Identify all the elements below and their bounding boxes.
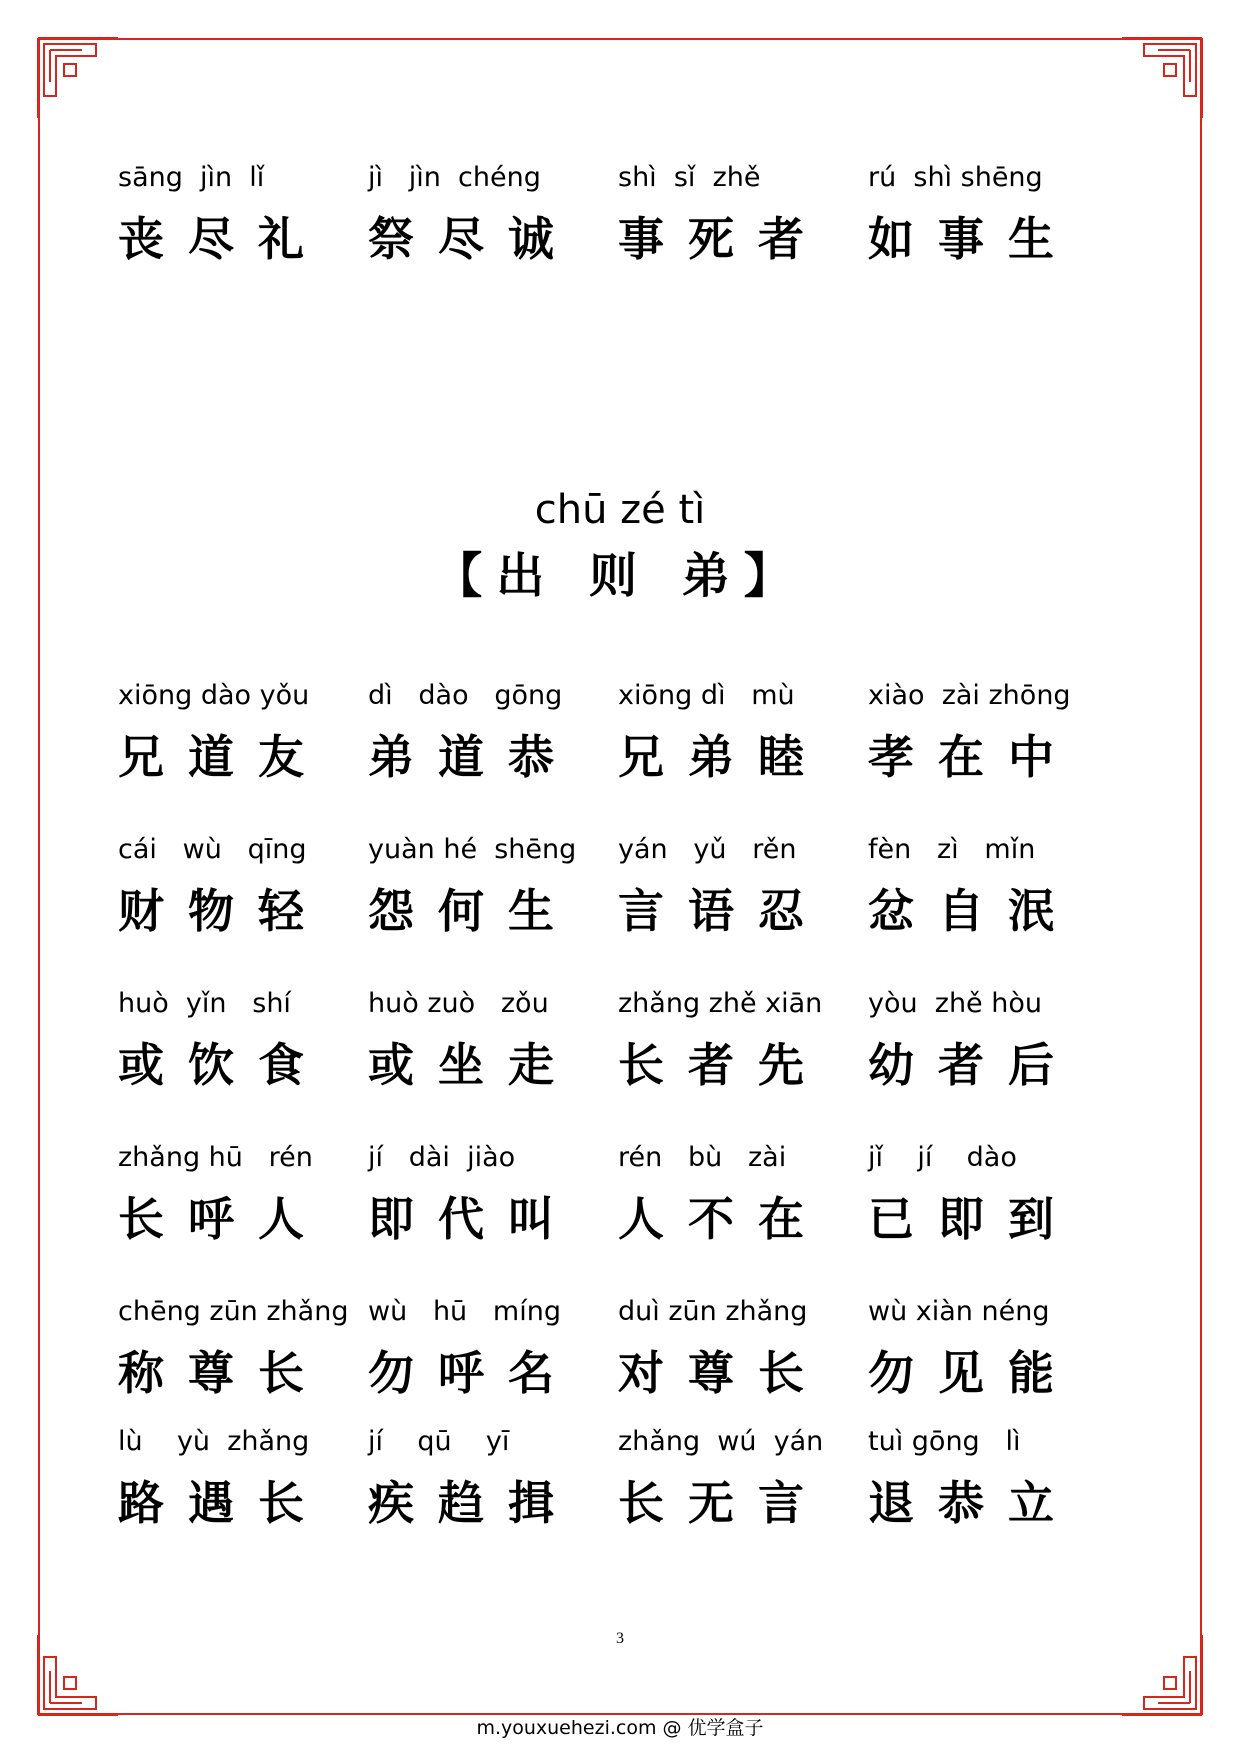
hanzi-character: 人 — [618, 1192, 664, 1246]
verse-characters — [368, 1474, 578, 1532]
hanzi-character: 先 — [758, 1038, 804, 1092]
hanzi-character: 语 — [688, 884, 734, 938]
verse-characters — [118, 1344, 328, 1402]
hanzi-character: 退 — [868, 1476, 914, 1530]
section-title-pinyin: chū zé tì — [534, 487, 706, 533]
hanzi-character: 何 — [438, 884, 484, 938]
verse-pinyin: chēng zūn zhǎng — [118, 1296, 349, 1327]
hanzi-character: 长 — [118, 1192, 164, 1246]
verse-pinyin: tuì gōng lì — [868, 1426, 1021, 1457]
verse-characters — [368, 1190, 578, 1248]
verse-pinyin: zhǎng wú yán — [618, 1426, 824, 1457]
verse-characters — [868, 1344, 1078, 1402]
verse-characters — [118, 1190, 328, 1248]
hanzi-character: 呼 — [188, 1192, 234, 1246]
verse-characters — [368, 1344, 578, 1402]
verse-pinyin: jí qū yī — [368, 1426, 510, 1457]
verse-pinyin: zhǎng hū rén — [118, 1142, 313, 1173]
hanzi-character: 趋 — [438, 1476, 484, 1530]
hanzi-character: 见 — [938, 1346, 984, 1400]
hanzi-character: 长 — [258, 1476, 304, 1530]
hanzi-character: 尽 — [438, 212, 484, 266]
hanzi-character: 即 — [368, 1192, 414, 1246]
verse-pinyin: sāng jìn lǐ — [118, 162, 265, 193]
hanzi-character: 轻 — [258, 884, 304, 938]
verse-pinyin: wù hū míng — [368, 1296, 561, 1327]
hanzi-character: 在 — [938, 730, 984, 784]
hanzi-character: 睦 — [758, 730, 804, 784]
hanzi-character: 死 — [688, 212, 734, 266]
verse-pinyin: huò zuò zǒu — [368, 988, 549, 1019]
hanzi-character: 长 — [258, 1346, 304, 1400]
section-title: 【出 则 弟】 — [434, 548, 806, 604]
verse-characters — [118, 1036, 328, 1094]
corner-ornament-top-left — [36, 36, 120, 120]
verse-pinyin: wù xiàn néng — [868, 1296, 1050, 1327]
hanzi-character: 事 — [618, 212, 664, 266]
verse-characters — [868, 1036, 1078, 1094]
verse-pinyin: rú shì shēng — [868, 162, 1043, 193]
verse-pinyin: zhǎng zhě xiān — [618, 988, 823, 1019]
corner-ornament-top-right — [1120, 36, 1204, 120]
verse-characters — [618, 1474, 828, 1532]
verse-pinyin: fèn zì mǐn — [868, 834, 1036, 865]
hanzi-character: 对 — [618, 1346, 664, 1400]
hanzi-character: 中 — [1008, 730, 1054, 784]
hanzi-character: 食 — [258, 1038, 304, 1092]
verse-characters — [868, 1190, 1078, 1248]
hanzi-character: 长 — [618, 1476, 664, 1530]
verse-characters — [368, 1036, 578, 1094]
verse-characters — [618, 1344, 828, 1402]
hanzi-character: 言 — [618, 884, 664, 938]
hanzi-character: 名 — [508, 1346, 554, 1400]
hanzi-character: 事 — [938, 212, 984, 266]
verse-pinyin: jì jìn chéng — [368, 162, 541, 193]
verse-pinyin: huò yǐn shí — [118, 988, 291, 1019]
verse-characters — [368, 210, 578, 268]
hanzi-character: 遇 — [188, 1476, 234, 1530]
hanzi-character: 友 — [258, 730, 304, 784]
hanzi-character: 礼 — [258, 212, 304, 266]
hanzi-character: 饮 — [188, 1038, 234, 1092]
verse-characters — [368, 882, 578, 940]
verse-characters — [618, 210, 828, 268]
hanzi-character: 兄 — [618, 730, 664, 784]
verse-pinyin: jǐ jí dào — [868, 1142, 1017, 1173]
verse-characters — [868, 1474, 1078, 1532]
hanzi-character: 后 — [1008, 1038, 1054, 1092]
verse-pinyin: shì sǐ zhě — [618, 162, 761, 193]
hanzi-character: 能 — [1008, 1346, 1054, 1400]
verse-pinyin: rén bù zài — [618, 1142, 787, 1173]
hanzi-character: 代 — [438, 1192, 484, 1246]
hanzi-character: 孝 — [868, 730, 914, 784]
verse-pinyin: yòu zhě hòu — [868, 988, 1042, 1019]
verse-characters — [118, 728, 328, 786]
hanzi-character: 不 — [688, 1192, 734, 1246]
hanzi-character: 自 — [938, 884, 984, 938]
verse-pinyin: xiào zài zhōng — [868, 680, 1071, 711]
hanzi-character: 或 — [118, 1038, 164, 1092]
hanzi-character: 财 — [118, 884, 164, 938]
hanzi-character: 物 — [188, 884, 234, 938]
hanzi-character: 已 — [868, 1192, 914, 1246]
hanzi-character: 生 — [1008, 212, 1054, 266]
hanzi-character: 道 — [438, 730, 484, 784]
page-border — [38, 38, 1202, 1715]
hanzi-character: 称 — [118, 1346, 164, 1400]
verse-characters — [618, 882, 828, 940]
hanzi-character: 疾 — [368, 1476, 414, 1530]
hanzi-character: 长 — [758, 1346, 804, 1400]
hanzi-character: 揖 — [508, 1476, 554, 1530]
hanzi-character: 走 — [508, 1038, 554, 1092]
verse-characters — [368, 728, 578, 786]
verse-characters — [618, 728, 828, 786]
hanzi-character: 长 — [618, 1038, 664, 1092]
hanzi-character: 道 — [188, 730, 234, 784]
verse-characters — [868, 882, 1078, 940]
hanzi-character: 人 — [258, 1192, 304, 1246]
hanzi-character: 忿 — [868, 884, 914, 938]
verse-characters — [618, 1190, 828, 1248]
verse-characters — [118, 882, 328, 940]
verse-characters — [868, 210, 1078, 268]
hanzi-character: 立 — [1008, 1476, 1054, 1530]
verse-pinyin: yán yǔ rěn — [618, 834, 797, 865]
hanzi-character: 者 — [938, 1038, 984, 1092]
hanzi-character: 言 — [758, 1476, 804, 1530]
hanzi-character: 尊 — [688, 1346, 734, 1400]
hanzi-character: 无 — [688, 1476, 734, 1530]
hanzi-character: 恭 — [508, 730, 554, 784]
hanzi-character: 尽 — [188, 212, 234, 266]
hanzi-character: 祭 — [368, 212, 414, 266]
verse-pinyin: yuàn hé shēng — [368, 834, 577, 865]
verse-pinyin: xiōng dì mù — [618, 680, 795, 711]
verse-pinyin: jí dài jiào — [368, 1142, 516, 1173]
hanzi-character: 泯 — [1008, 884, 1054, 938]
hanzi-character: 兄 — [118, 730, 164, 784]
hanzi-character: 丧 — [118, 212, 164, 266]
verse-pinyin: duì zūn zhǎng — [618, 1296, 808, 1327]
verse-characters — [118, 210, 328, 268]
verse-characters — [868, 728, 1078, 786]
verse-characters — [118, 1474, 328, 1532]
verse-pinyin: cái wù qīng — [118, 834, 307, 865]
verse-characters — [618, 1036, 828, 1094]
hanzi-character: 勿 — [868, 1346, 914, 1400]
hanzi-character: 幼 — [868, 1038, 914, 1092]
hanzi-character: 者 — [688, 1038, 734, 1092]
verse-pinyin: lù yù zhǎng — [118, 1426, 310, 1457]
hanzi-character: 呼 — [438, 1346, 484, 1400]
hanzi-character: 者 — [758, 212, 804, 266]
hanzi-character: 勿 — [368, 1346, 414, 1400]
hanzi-character: 叫 — [508, 1192, 554, 1246]
hanzi-character: 诚 — [508, 212, 554, 266]
hanzi-character: 弟 — [368, 730, 414, 784]
hanzi-character: 或 — [368, 1038, 414, 1092]
hanzi-character: 忍 — [758, 884, 804, 938]
hanzi-character: 弟 — [688, 730, 734, 784]
footer-watermark: m.youxuehezi.com @ 优学盒子 — [476, 1717, 764, 1739]
hanzi-character: 尊 — [188, 1346, 234, 1400]
hanzi-character: 在 — [758, 1192, 804, 1246]
hanzi-character: 即 — [938, 1192, 984, 1246]
hanzi-character: 路 — [118, 1476, 164, 1530]
page-number: 3 — [616, 1630, 624, 1647]
hanzi-character: 如 — [868, 212, 914, 266]
hanzi-character: 生 — [508, 884, 554, 938]
hanzi-character: 坐 — [438, 1038, 484, 1092]
verse-pinyin: xiōng dào yǒu — [118, 680, 310, 711]
hanzi-character: 怨 — [368, 884, 414, 938]
verse-pinyin: dì dào gōng — [368, 680, 563, 711]
hanzi-character: 到 — [1008, 1192, 1054, 1246]
hanzi-character: 恭 — [938, 1476, 984, 1530]
